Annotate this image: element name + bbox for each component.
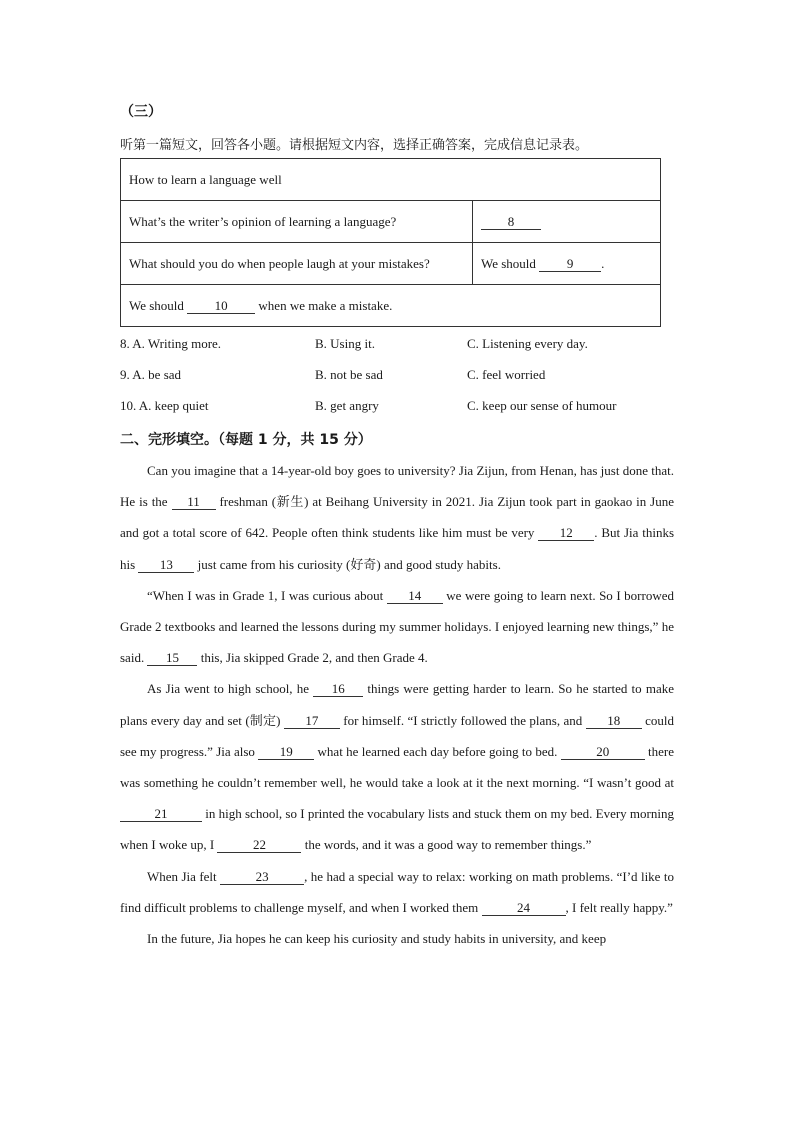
cloze-blank[interactable]: 23 — [220, 869, 304, 885]
option-c[interactable]: C. keep our sense of humour — [467, 398, 617, 413]
cloze-blank[interactable]: 14 — [387, 588, 443, 604]
cloze-blank[interactable]: 11 — [172, 494, 216, 510]
option-b[interactable]: B. get angry — [315, 398, 379, 413]
passage-text: freshman (新生) at Beihang University in 2021. Jia Zijun took part in gaokao in June and got a total score of 642. People often think students like him must be very — [120, 494, 675, 541]
cloze-blank[interactable]: 19 — [258, 744, 314, 760]
passage-text: just came from his curiosity (好奇) and good study habits. — [194, 556, 501, 572]
passage-text: , I felt really happy.” — [565, 899, 673, 915]
option-row — [120, 365, 680, 396]
cloze-blank[interactable]: 15 — [147, 650, 197, 666]
answer-suffix: . — [601, 255, 605, 271]
passage-text: As Jia went to high school, he — [147, 681, 314, 697]
passage-text: , he had a special way to relax: working on math problems. “I’d like to find difficult problems to challenge myself, and when I worked them — [120, 868, 674, 915]
passage-text: In the future, Jia hopes he can keep his curiosity and study habits in university, and keep — [147, 931, 607, 947]
cloze-blank[interactable]: 13 — [138, 557, 194, 573]
option-a[interactable]: 8. A. Writing more. — [120, 336, 222, 351]
cloze-blank[interactable]: 16 — [313, 681, 363, 697]
option-a[interactable]: 9. A. be sad — [120, 367, 182, 382]
table-row — [121, 159, 661, 201]
table-question-cell: What’s the writer’s opinion of learning a language? — [121, 201, 473, 243]
answer-blank[interactable]: 10 — [187, 299, 255, 314]
answer-prefix: We should — [129, 297, 184, 313]
table-row — [121, 201, 661, 243]
passage-text: . But Jia thinks his — [120, 525, 674, 572]
cloze-passage — [120, 455, 674, 954]
answer-blank[interactable]: 9 — [539, 257, 601, 272]
cloze-blank[interactable]: 12 — [538, 525, 594, 541]
cloze-blank[interactable]: 24 — [482, 900, 566, 916]
table-question-cell: What should you do when people laugh at your mistakes? — [121, 243, 473, 285]
option-b[interactable]: B. not be sad — [315, 367, 383, 382]
paragraph — [120, 580, 674, 674]
passage-text: for himself. “I strictly followed the plans, and — [339, 712, 586, 728]
passage-text: in high school, so I printed the vocabulary lists and stuck them on my bed. Every morning when I woke up, I — [120, 806, 674, 853]
answer-options — [120, 334, 680, 427]
cloze-blank[interactable]: 21 — [120, 806, 202, 822]
table-title: How to learn a language well — [121, 159, 661, 201]
info-record-table — [120, 158, 661, 327]
paragraph — [120, 861, 674, 923]
answer-cell — [473, 243, 661, 285]
answer-prefix: We should — [481, 255, 536, 271]
listening-instruction: 听第一篇短文，回答各小题。请根据短文内容，选择正确答案，完成信息记录表。 — [120, 138, 589, 153]
option-c[interactable]: C. feel worried — [467, 367, 546, 382]
table-row — [121, 243, 661, 285]
cloze-blank[interactable]: 17 — [284, 713, 340, 729]
paragraph — [120, 455, 674, 580]
paragraph — [120, 673, 674, 860]
answer-suffix: when we make a mistake. — [258, 297, 393, 313]
cloze-blank[interactable]: 22 — [217, 837, 301, 853]
cloze-blank[interactable]: 20 — [561, 744, 645, 760]
passage-text: “When I was in Grade 1, I was curious about — [147, 587, 387, 603]
option-a[interactable]: 10. A. keep quiet — [120, 398, 209, 413]
passage-text: we were going to learn next. So I borrowed Grade 2 textbooks and learned the lessons during my summer holidays. I enjoyed learning new things,” he said. — [120, 587, 674, 666]
option-row — [120, 396, 680, 427]
cloze-section-title: 二、完形填空。（每题 1 分，共 15 分） — [120, 432, 372, 448]
passage-text: there was something he couldn’t remember well, he would take a look at it the next morning. “I wasn’t good at — [120, 743, 674, 791]
passage-text: things were getting harder to learn. So he started to make plans every day and set (制定) — [120, 681, 675, 728]
passage-text: this, Jia skipped Grade 2, and then Grade 4. — [197, 650, 428, 666]
section-label: （三） — [120, 104, 162, 120]
passage-text: the words, and it was a good way to remember things.” — [301, 837, 592, 853]
option-c[interactable]: C. Listening every day. — [467, 336, 588, 351]
passage-text: When Jia felt — [147, 868, 221, 884]
cloze-blank[interactable]: 18 — [586, 713, 642, 729]
option-b[interactable]: B. Using it. — [315, 336, 375, 351]
answer-cell — [121, 285, 661, 327]
answer-blank[interactable]: 8 — [481, 215, 541, 230]
passage-text: could see my progress.” Jia also — [120, 712, 674, 759]
passage-text: Can you imagine that a 14-year-old boy goes to university? Jia Zijun, from Henan, has just done that. He is the — [120, 463, 674, 510]
option-row — [120, 334, 680, 365]
passage-text: what he learned each day before going to bed. — [314, 743, 561, 759]
table-row — [121, 285, 661, 327]
answer-cell — [473, 201, 661, 243]
paragraph — [120, 923, 674, 954]
